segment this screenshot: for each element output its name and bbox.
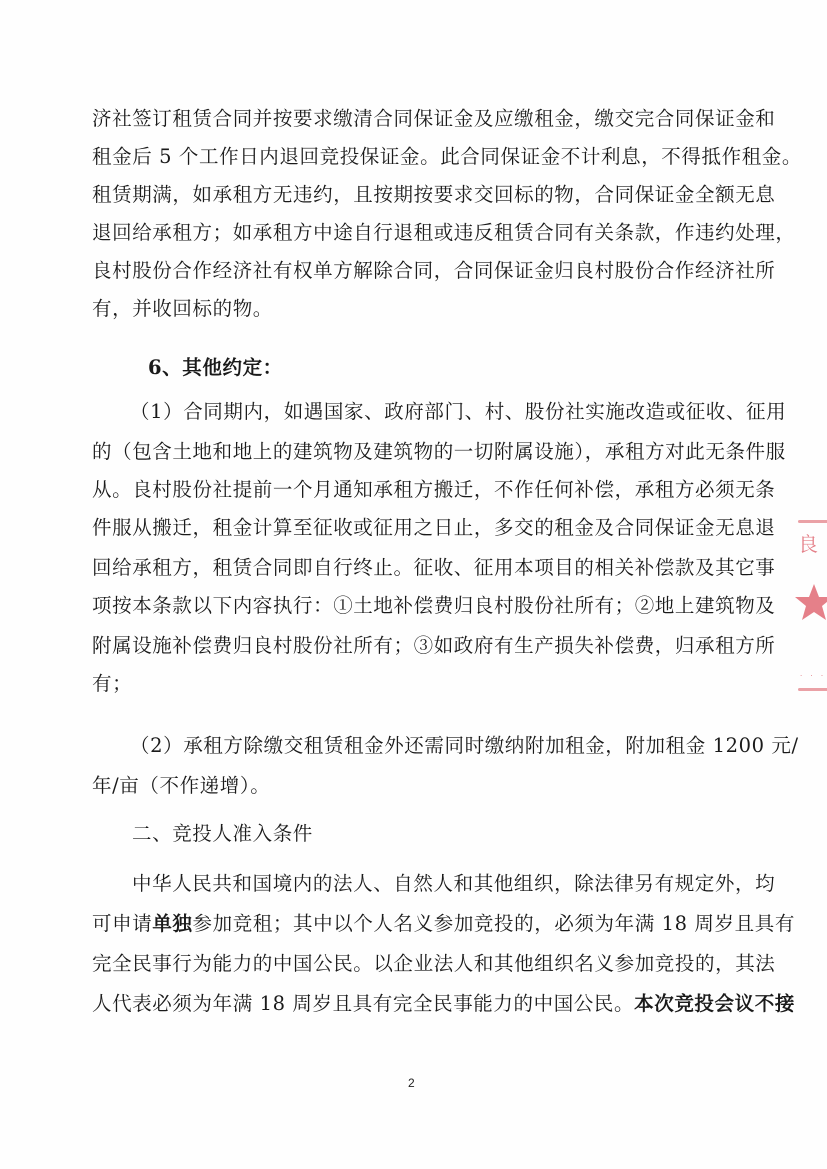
text-line: 租赁期满，如承租方无违约，且按期按要求交回标的物，合同保证金全额无息 — [92, 183, 776, 206]
seal-text: 良 — [798, 532, 820, 556]
text-line: 项按本条款以下内容执行：①土地补偿费归良村股份社所有；②地上建筑物及 — [92, 594, 776, 617]
text-line: 从。良村股份社提前一个月通知承租方搬迁，不作任何补偿，承租方必须无条 — [92, 478, 776, 501]
seal-ring-bottom — [798, 688, 827, 691]
text-line — [92, 912, 795, 936]
text-line: 回给承租方，租赁合同即自行终止。征收、征用本项目的相关补偿款及其它事 — [92, 556, 776, 579]
red-seal-stamp — [790, 520, 827, 695]
text-line: （2）承租方除缴交租赁租金外还需同时缴纳附加租金，附加租金 1200 元/ — [130, 734, 799, 757]
text-line: （1）合同期内，如遇国家、政府部门、村、股份社实施改造或征收、征用 — [130, 400, 787, 423]
text-line: 有； — [92, 672, 133, 695]
text-line: 退回给承租方；如承租方中途自行退租或违反租赁合同有关条款，作违约处理， — [92, 221, 796, 244]
text-segment: 参加竞租；其中以个人名义参加竞投的，必须为年满 18 周岁且具有 — [192, 912, 795, 935]
text-line — [92, 992, 795, 1016]
text-segment: 可申请 — [92, 912, 153, 935]
text-line: 有，并收回标的物。 — [92, 297, 273, 320]
text-line: 良村股份合作经济社有权单方解除合同，合同保证金归良村股份合作经济社所 — [92, 259, 776, 282]
bold-text-segment: 单独 — [152, 912, 193, 935]
seal-small-text: · · · — [800, 672, 827, 680]
text-line: 附属设施补偿费归良村股份社所有；③如政府有生产损失补偿费，归承租方所 — [92, 634, 776, 657]
section-6-heading: 6、其他约定： — [148, 356, 283, 379]
section-2-heading: 二、竞投人准入条件 — [132, 822, 313, 845]
text-line: 年/亩（不作递增）。 — [92, 774, 271, 797]
text-line: 件服从搬迁，租金计算至征收或征用之日止，多交的租金及合同保证金无息退 — [92, 516, 776, 539]
text-line — [92, 952, 776, 976]
text-line: 租金后 5 个工作日内退回竞投保证金。此合同保证金不计利息，不得抵作租金。 — [92, 145, 803, 168]
text-line: 的（包含土地和地上的建筑物及建筑物的一切附属设施），承租方对此无条件服 — [92, 440, 786, 463]
text-segment: 完全民事行为能力的中国公民。以企业法人和其他组织名义参加竞投的，其法 — [92, 952, 776, 975]
page-number: 2 — [408, 1076, 415, 1090]
text-line — [132, 872, 776, 896]
text-segment: 中华人民共和国境内的法人、自然人和其他组织，除法律另有规定外，均 — [132, 872, 776, 895]
text-line: 济社签订租赁合同并按要求缴清合同保证金及应缴租金，缴交完合同保证金和 — [92, 107, 776, 130]
seal-star-icon — [794, 582, 827, 622]
bold-text-segment: 本次竞投会议不接 — [634, 992, 795, 1015]
text-segment: 人代表必须为年满 18 周岁且具有完全民事能力的中国公民。 — [92, 992, 635, 1015]
seal-ring-top — [798, 520, 827, 523]
